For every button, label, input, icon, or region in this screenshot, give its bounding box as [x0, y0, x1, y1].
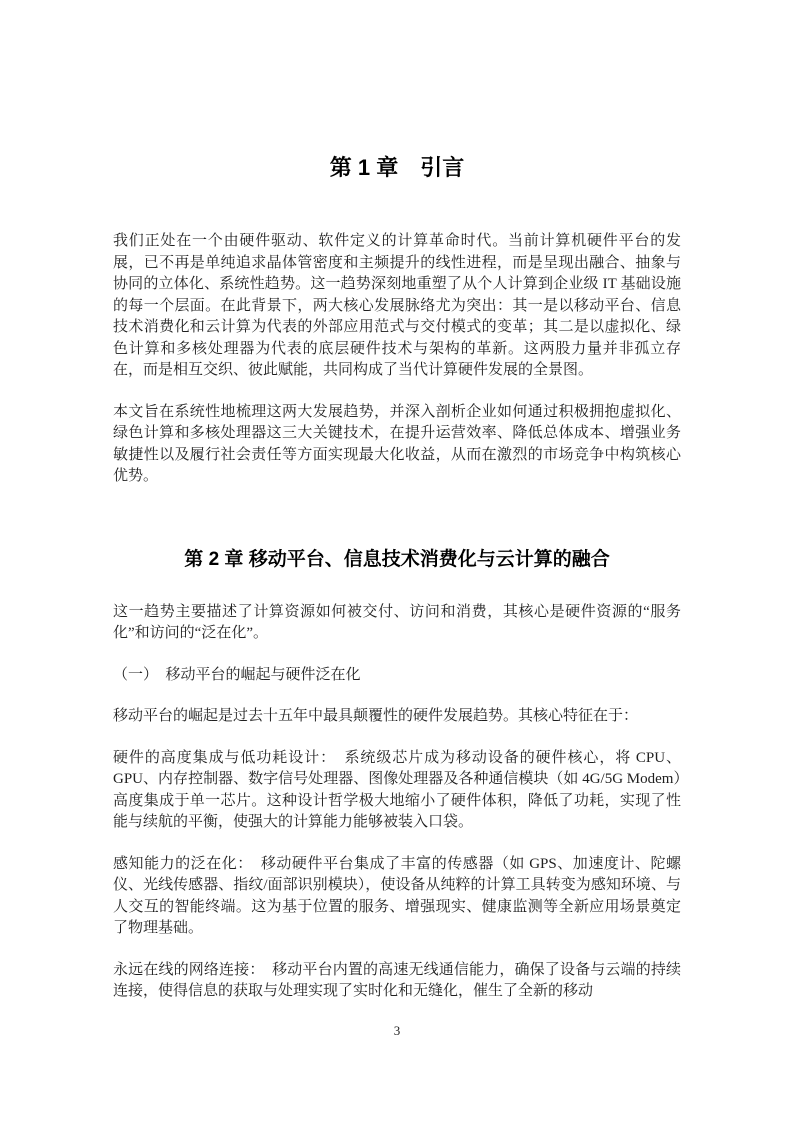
page-number: 3 [393, 1022, 401, 1038]
section-1-paragraph-soc-integration: 硬件的高度集成与低功耗设计： 系统级芯片成为移动设备的硬件核心，将 CPU、GPU、内存控制器、数字信号处理器、图像处理器及各种通信模块（如 4G/5G Modem）高度集成于单一芯片。这种设计哲学极大地缩小了硬件体积，降低了功耗，实现了性能与续航的平衡，使强大的计算能力能够被装入口袋。 [113, 749, 681, 830]
section-1-heading: （一） 移动平台的崛起与硬件泛在化 [113, 666, 361, 683]
chapter-2-title: 第 2 章 移动平台、信息技术消费化与云计算的融合 [184, 548, 610, 570]
chapter-1-paragraph-1: 我们正处在一个由硬件驱动、软件定义的计算革命时代。当前计算机硬件平台的发展，已不再是单纯追求晶体管密度和主频提升的线性进程，而是呈现出融合、抽象与协同的立体化、系统性趋势。这一趋势深刻地重塑了从个人计算到企业级 IT 基础设施的每一个层面。在此背景下，两大核心发展脉络尤为突出：其一是以移动平台、信息技术消费化和云计算为代表的外部应用范式与交付模式的变革；其二是以虚拟化、绿色计算和多核处理器为代表的底层硬件技术与架构的革新。这两股力量并非孤立存在，而是相互交织、彼此赋能，共同构成了当代计算硬件发展的全景图。 [113, 233, 681, 378]
chapter-1-title: 第 1 章 引言 [329, 155, 465, 180]
chapter-1-paragraph-2: 本文旨在系统性地梳理这两大发展趋势，并深入剖析企业如何通过积极拥抱虚拟化、绿色计算和多核处理器这三大关键技术，在提升运营效率、降低总体成本、增强业务敏捷性以及履行社会责任等方面实现最大化收益，从而在激烈的市场竞争中构筑核心优势。 [113, 403, 681, 484]
section-1-lead-paragraph: 移动平台的崛起是过去十五年中最具颠覆性的硬件发展趋势。其核心特征在于： [113, 708, 639, 724]
section-1-paragraph-connectivity: 永远在线的网络连接： 移动平台内置的高速无线通信能力，确保了设备与云端的持续连接，使得信息的获取与处理实现了实时化和无缝化，催生了全新的移动 [113, 961, 681, 999]
section-1-paragraph-sensors: 感知能力的泛在化： 移动硬件平台集成了丰富的传感器（如 GPS、加速度计、陀螺仪、光线传感器、指纹/面部识别模块），使设备从纯粹的计算工具转变为感知环境、与人交互的智能终端。这为基于位置的服务、增强现实、健康监测等全新应用场景奠定了物理基础。 [113, 855, 681, 936]
chapter-2-intro-paragraph: 这一趋势主要描述了计算资源如何被交付、访问和消费，其核心是硬件资源的“服务化”和访问的“泛在化”。 [113, 603, 681, 641]
